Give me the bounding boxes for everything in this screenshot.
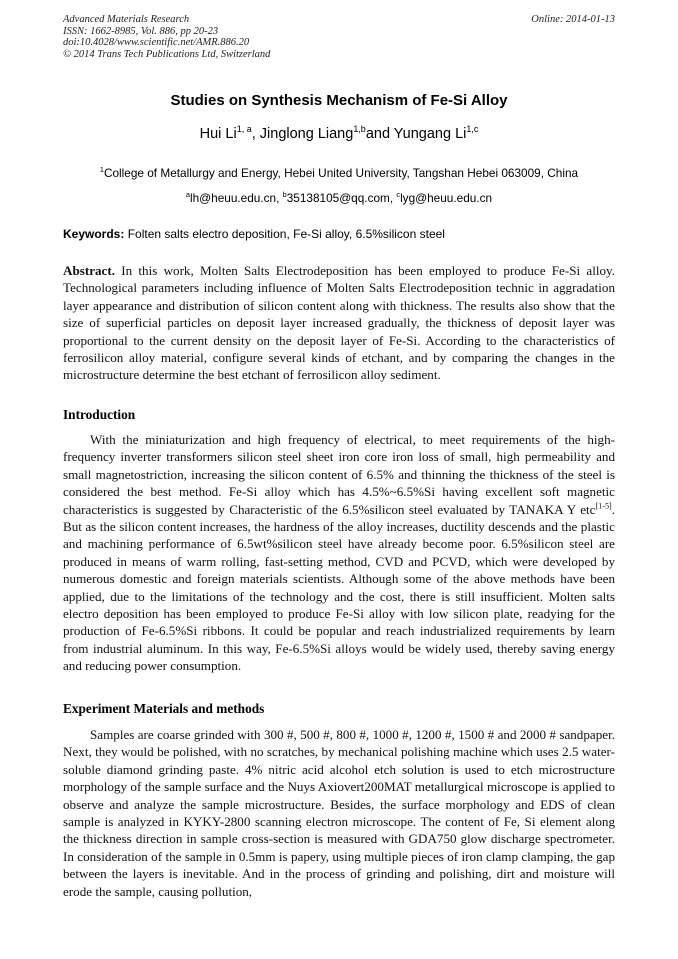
section-heading-introduction: Introduction: [63, 407, 136, 422]
email-mark: b: [282, 190, 287, 200]
author-affiliation-mark: 1,c: [466, 124, 479, 135]
affiliation-text: College of Metallurgy and Energy, Hebei United University, Tangshan Hebei 063009, China: [103, 166, 579, 180]
abstract-text: In this work, Molten Salts Electrodeposition has been employed to produce Fe-Si alloy. Technological parameters including influence of Molten Salts Electrodeposition technic in aggradation layer appearance and distribution of silicon content along with thickness. The results also show that the size of superficial particles on deposit layer increased gradually, the thickness of deposit layer was proportional to the current density on the deposit layer of Fe-Si. According to the characteristics of ferrosilicon alloy material, configure several kinds of etchant, and by comparing the changes in the microstructure determine the best etchant of ferrosilicon alloy sediment.: [63, 263, 615, 383]
experiment-paragraph: Samples are coarse grinded with 300 #, 500 #, 800 #, 1000 #, 1200 #, 1500 # and 2000 # sandpaper. Next, they would be polished, with no scratches, by mechanical polishing machine which uses 2.5 water-soluble diamond grinding paste. 4% nitric acid alcohol etch solution is used to etch microstructure morphology of the sample surface and the Nuys Axiovert200MAT metallurgical microscope is applied to observe and analyze the sample microstructure. Besides, the surface morphology and EDS of clean sample is analyzed in KYKY-2800 scanning electron microscope. The content of Fe, Si element along the thickness direction in sample cross-section is measured with GDA750 glow discharge spectrometer. In consideration of the sample in 0.5mm is papery, using multiple pieces of iron clamp clamping, the gap between the layers is inevitable. And in the process of grinding and polishing, dirt and moisture will erode the sample, causing pollution,: [63, 727, 615, 899]
author-emails: [0, 191, 678, 205]
author-separator: and: [365, 126, 394, 142]
email-address: 35138105@qq.com,: [286, 191, 397, 205]
keywords: [63, 227, 615, 241]
email-address: lyg@heuu.edu.cn: [400, 191, 493, 205]
author-affiliation-mark: 1,b: [353, 124, 366, 135]
author-affiliation-mark: 1, a: [236, 124, 252, 135]
issn-line: ISSN: 1662-8985, Vol. 886, pp 20-23: [63, 25, 219, 37]
introduction-paragraph: [63, 431, 615, 675]
author-name: Yungang Li: [393, 126, 467, 142]
online-date: Online: 2014-01-13: [531, 14, 615, 25]
copyright-line: © 2014 Trans Tech Publications Ltd, Switzerland: [63, 48, 271, 60]
author-separator: ,: [251, 126, 260, 142]
email-mark: a: [185, 190, 190, 200]
introduction-text: . But as the silicon content increases, the hardness of the alloy increases, ductility descends and the plastic and machining performance of 6.5wt%silicon steel have already become poor. 6.5%silicon steel are produced in means of warm rolling, fast-setting method, CVD and PCVD, which were developed by numerous domestic and foreign materials scientists. Although some of the above methods have been applied, due to the limitations of the technology and the cost, there is still insufficient. Molten salts electro deposition has been employed to produce Fe-Si alloy with low silicon plate, readying for the production of Fe-6.5%Si ribbons. It could be popular and reach industrialized requirements by learn from industrial aluminum. In this way, Fe-6.5%Si alloys would be widely used, thereby saving energy and reducing power consumption.: [63, 501, 615, 674]
keywords-label: Keywords:: [63, 227, 125, 241]
citation-ref: [1-5]: [595, 501, 612, 511]
email-address: lh@heuu.edu.cn,: [189, 191, 283, 205]
author-name: Jinglong Liang: [259, 126, 354, 142]
abstract-label: Abstract.: [63, 263, 115, 278]
introduction-text: With the miniaturization and high frequency of electrical, to meet requirements of the high-frequency inverter transformers silicon steel sheet iron core iron loss of small, high permeability and small magnetostriction, increasing the silicon content of 6.5% and thinning the thickness of the steel is considered the best method. Fe-Si alloy which has 4.5%~6.5%Si having excellent soft magnetic characteristics is suggested by Characteristic of the 6.5%silicon steel evaluated by TANAKA Y etc: [63, 432, 615, 517]
doi-line: doi:10.4028/www.scientific.net/AMR.886.20: [63, 37, 250, 49]
affiliation-mark: 1: [99, 165, 104, 175]
affiliation: [0, 166, 678, 180]
author-name: Hui Li: [199, 126, 237, 142]
abstract: [63, 262, 615, 384]
author-list: [0, 126, 678, 142]
running-header-citation: [63, 14, 270, 60]
email-mark: c: [396, 190, 401, 200]
keywords-text: Folten salts electro deposition, Fe-Si alloy, 6.5%silicon steel: [124, 227, 445, 241]
journal-name: Advanced Materials Research: [63, 14, 190, 25]
paper-title: Studies on Synthesis Mechanism of Fe-Si Alloy: [170, 92, 508, 109]
section-heading-experiment: Experiment Materials and methods: [63, 701, 265, 716]
